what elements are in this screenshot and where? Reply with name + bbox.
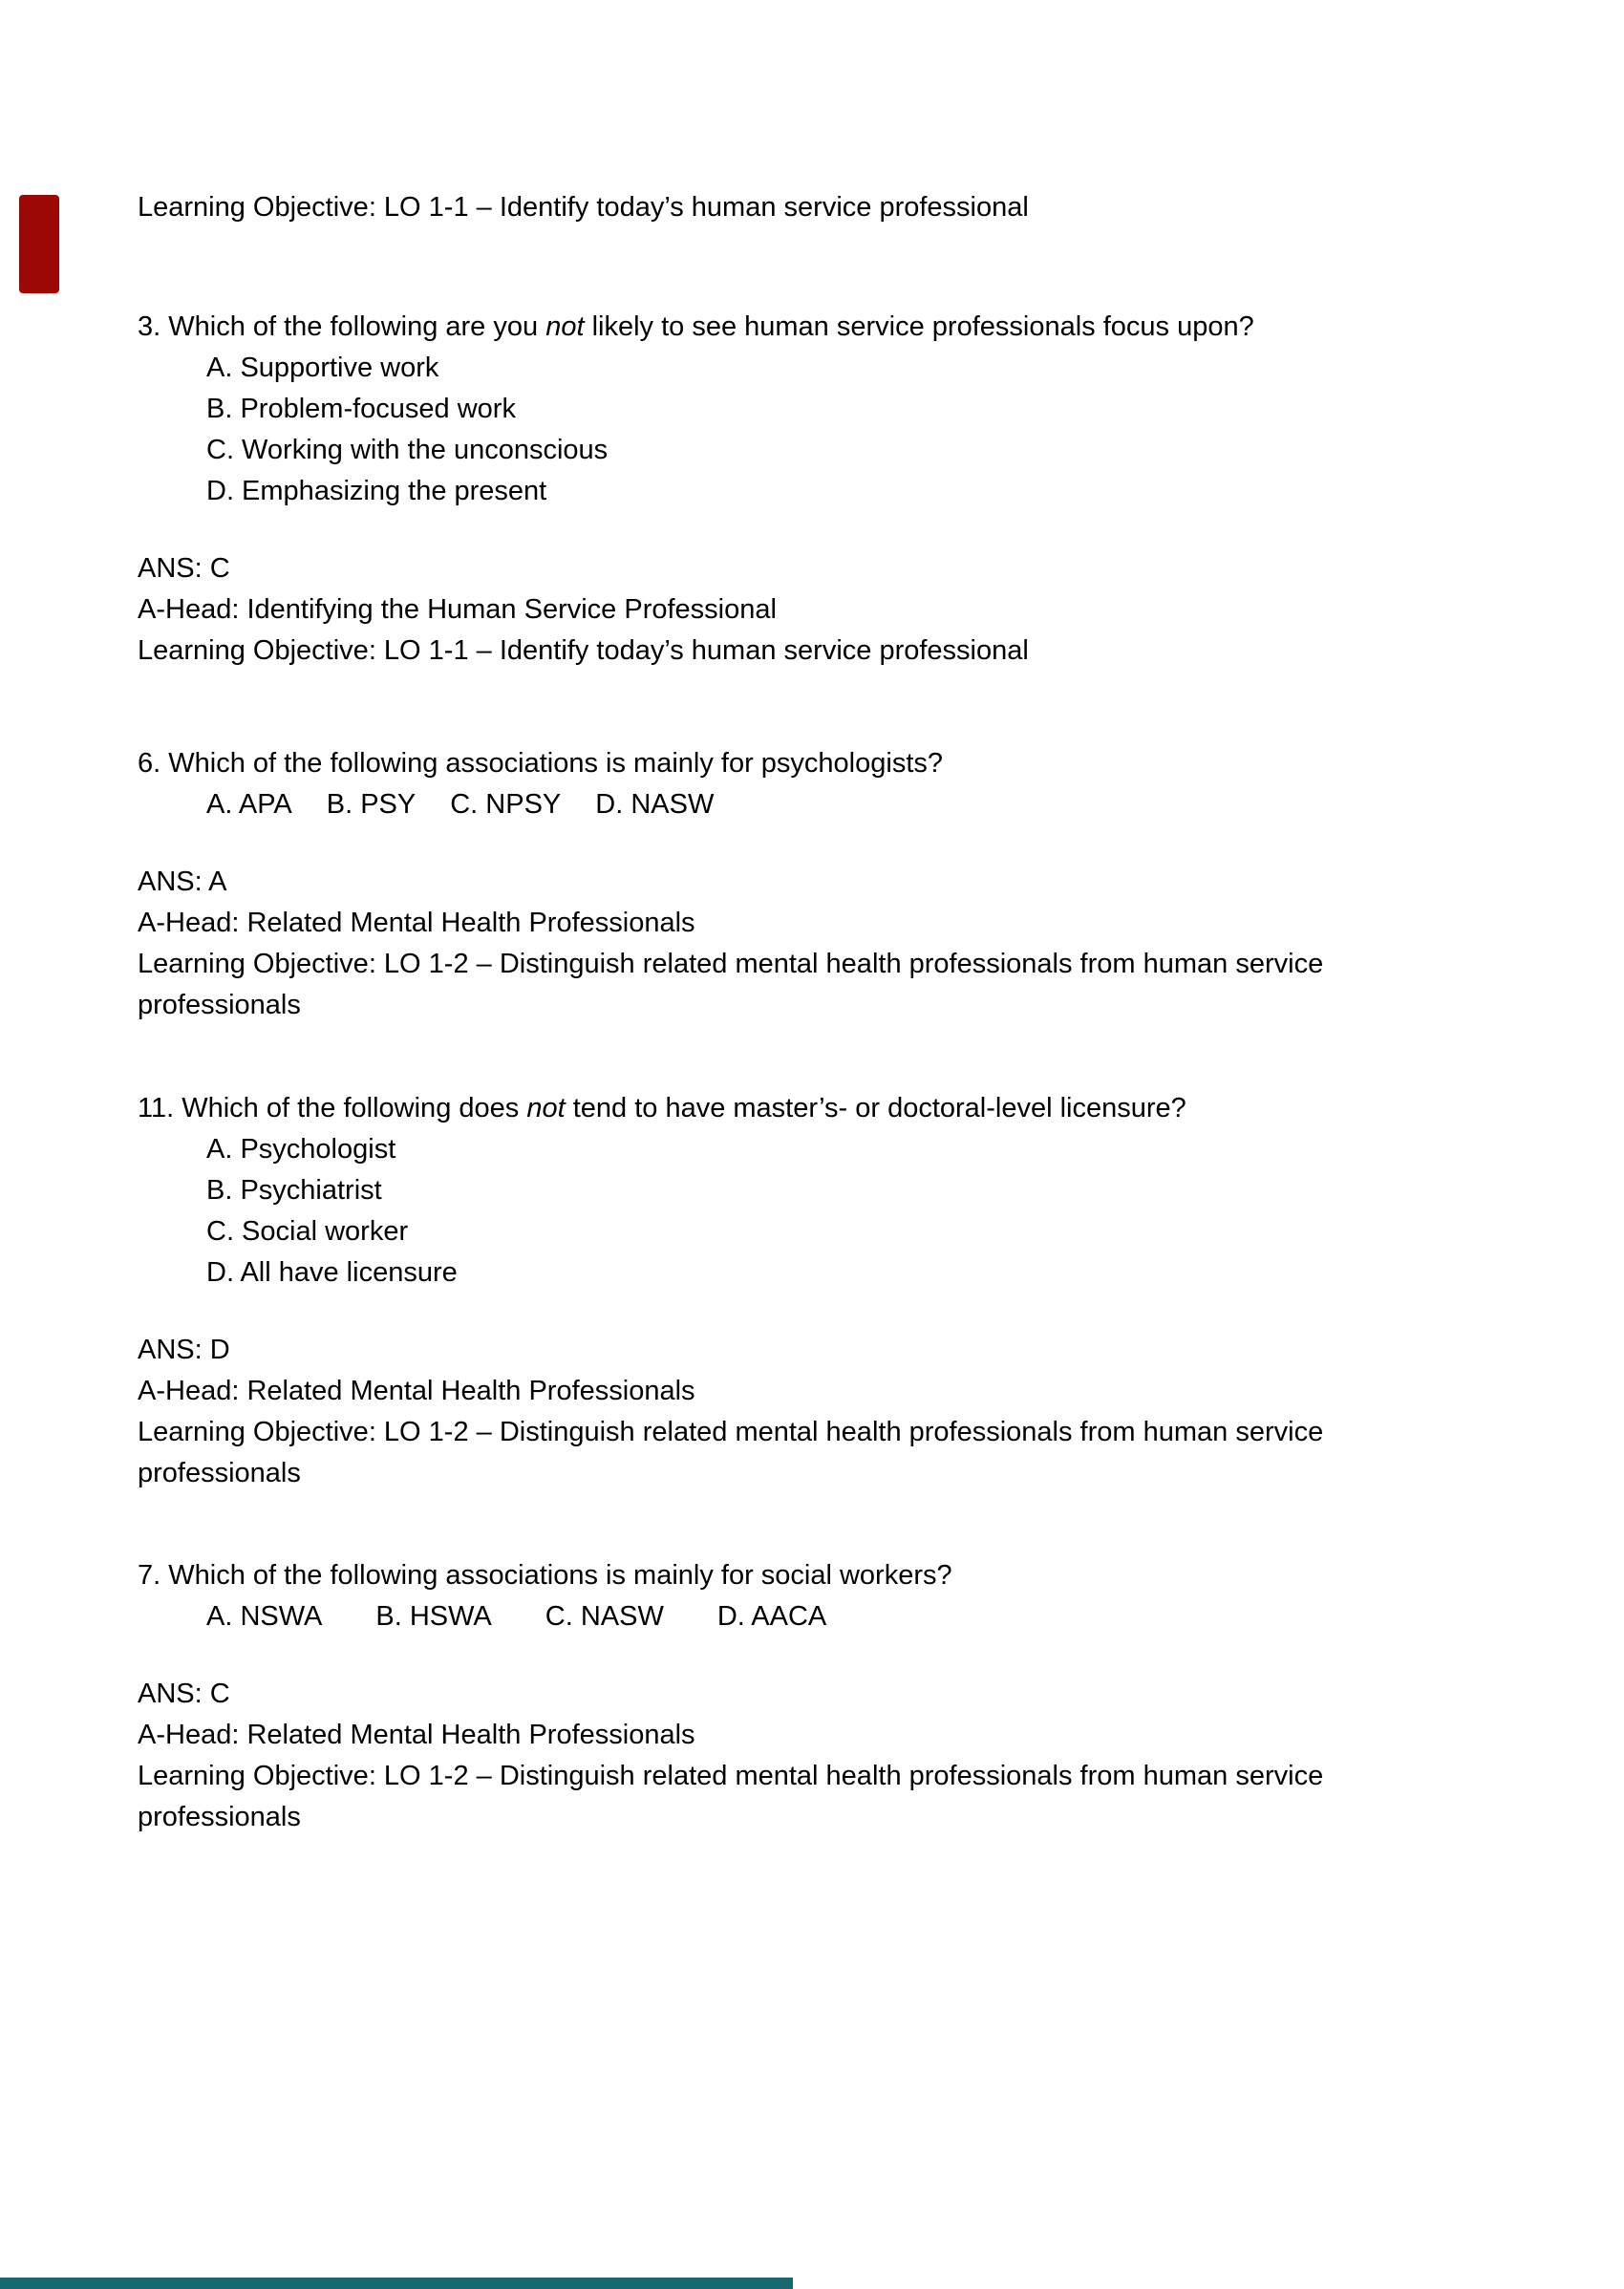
option-item: B. Psychiatrist bbox=[206, 1175, 382, 1206]
a-head-line: A-Head: Identifying the Human Service Professional bbox=[138, 594, 777, 625]
question-block-11 bbox=[138, 1088, 1509, 1294]
teal-bottom-bar bbox=[0, 2278, 793, 2289]
question-text: 6. Which of the following associations is mainly for psychologists? bbox=[138, 748, 944, 779]
a-head-line: A-Head: Related Mental Health Professionals bbox=[138, 1376, 695, 1406]
option-item: D. NASW bbox=[595, 789, 715, 820]
option-item: C. Working with the unconscious bbox=[206, 435, 609, 465]
question-block-7 bbox=[138, 1555, 1509, 1637]
learning-objective-line: Learning Objective: LO 1-2 – Distinguish related mental health professionals from human service professionals bbox=[138, 1761, 1324, 1832]
answer-line: ANS: C bbox=[138, 1679, 230, 1709]
question-number: 7. bbox=[138, 1560, 161, 1591]
answer-block-7 bbox=[138, 1674, 1509, 1838]
a-head-line: A-Head: Related Mental Health Professionals bbox=[138, 1720, 695, 1750]
answer-line: ANS: A bbox=[138, 866, 227, 897]
learning-objective-line: Learning Objective: LO 1-2 – Distinguish related mental health professionals from human service professionals bbox=[138, 949, 1324, 1020]
red-corner-mark bbox=[19, 195, 59, 293]
learning-objective-line: Learning Objective: LO 1-1 – Identify today’s human service professional bbox=[138, 635, 1029, 666]
question-block-3 bbox=[138, 307, 1509, 512]
option-item: C. NPSY bbox=[450, 789, 562, 820]
learning-objective-line: Learning Objective: LO 1-2 – Distinguish related mental health professionals from human service professionals bbox=[138, 1417, 1324, 1488]
question-number: 11. bbox=[138, 1093, 175, 1123]
option-item: C. NASW bbox=[545, 1601, 664, 1632]
answer-line: ANS: C bbox=[138, 553, 230, 584]
option-item: B. Problem-focused work bbox=[206, 394, 516, 424]
question-text: 11. Which of the following does not tend to have master’s- or doctoral-level licensure? bbox=[138, 1093, 1186, 1123]
option-item: A. APA bbox=[206, 789, 292, 820]
learning-objective-line: Learning Objective: LO 1-1 – Identify today’s human service professional bbox=[138, 192, 1029, 223]
option-item: D. AACA bbox=[716, 1601, 827, 1632]
option-item: D. Emphasizing the present bbox=[206, 476, 547, 506]
option-item: B. PSY bbox=[326, 789, 417, 820]
option-item: A. Psychologist bbox=[206, 1134, 396, 1165]
question-italic-word: not bbox=[545, 311, 585, 342]
option-item: B. HSWA bbox=[375, 1601, 492, 1632]
question-italic-word: not bbox=[526, 1093, 566, 1123]
question-number: 3. bbox=[138, 311, 161, 342]
a-head-line: A-Head: Related Mental Health Professionals bbox=[138, 908, 695, 938]
option-item: A. Supportive work bbox=[206, 353, 439, 383]
options-list bbox=[138, 784, 1509, 825]
question-number: 6. bbox=[138, 748, 161, 779]
options-list bbox=[138, 348, 1509, 512]
answer-line: ANS: D bbox=[138, 1335, 230, 1365]
option-item: D. All have licensure bbox=[206, 1257, 458, 1288]
option-item: A. NSWA bbox=[206, 1601, 323, 1632]
option-item: C. Social worker bbox=[206, 1216, 409, 1247]
options-list bbox=[138, 1596, 1509, 1637]
answer-block-11 bbox=[138, 1330, 1509, 1494]
question-text: 3. Which of the following are you not likely to see human service professionals focus upon? bbox=[138, 311, 1254, 342]
options-list bbox=[138, 1129, 1509, 1294]
question-text: 7. Which of the following associations is mainly for social workers? bbox=[138, 1560, 952, 1591]
document-page bbox=[0, 187, 1624, 1838]
question-block-6 bbox=[138, 743, 1509, 825]
answer-block-3 bbox=[138, 548, 1509, 672]
answer-block-6 bbox=[138, 862, 1509, 1026]
